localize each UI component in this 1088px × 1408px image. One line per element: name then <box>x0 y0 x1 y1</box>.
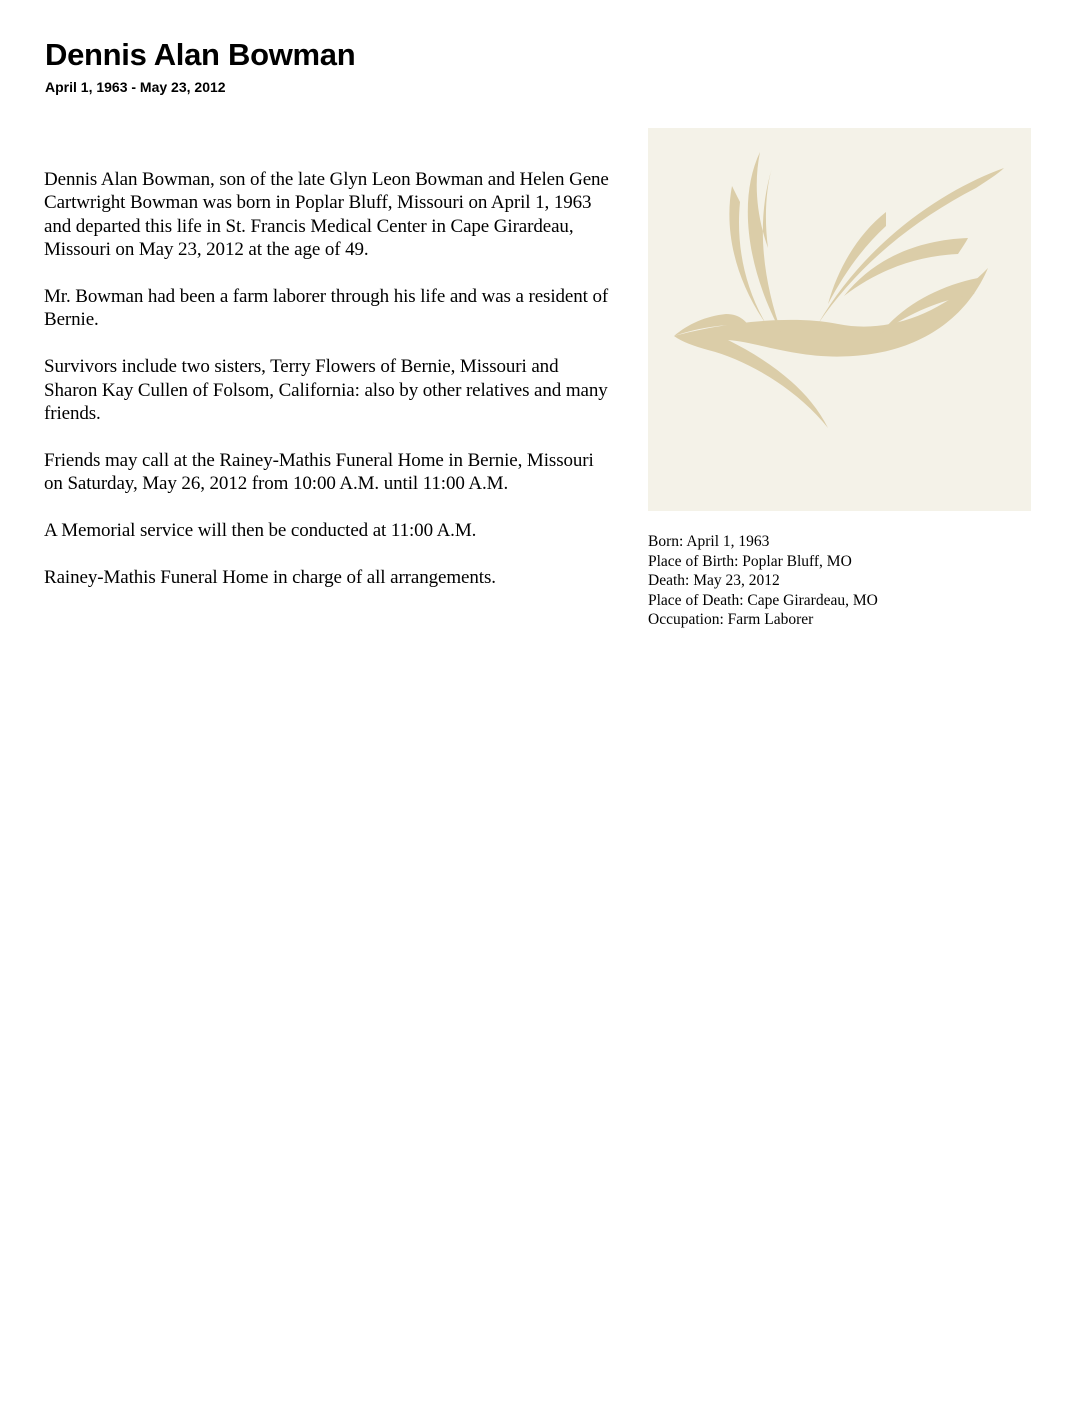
obituary-paragraph: Rainey-Mathis Funeral Home in charge of all arrangements. <box>44 566 496 588</box>
obituary-paragraph: Friends may call at the Rainey-Mathis Funeral Home in Bernie, Missouri on Saturday, May 26, 2012 from 10:00 A.M. until 11:00 A.M. <box>44 449 594 495</box>
date-range: April 1, 1963 - May 23, 2012 <box>45 79 226 95</box>
obituary-paragraph: Dennis Alan Bowman, son of the late Glyn Leon Bowman and Helen Gene Cartwright Bowman was born in Poplar Bluff, Missouri on April 1, 1963 and departed this life in St. Francis Medical Center in Cape Girardeau, Missouri on May 23, 2012 at the age of 49. <box>44 169 609 261</box>
obituary-body <box>44 168 614 613</box>
obituary-photo <box>648 128 1031 511</box>
dove-icon <box>648 128 1031 511</box>
obituary-paragraph: A Memorial service will then be conducted at 11:00 A.M. <box>44 520 477 542</box>
fact-place-of-death: Place of Death: Cape Girardeau, MO <box>648 591 878 609</box>
fact-born: Born: April 1, 1963 <box>648 533 770 550</box>
obituary-paragraph: Mr. Bowman had been a farm laborer through his life and was a resident of Bernie. <box>44 286 609 331</box>
fact-death: Death: May 23, 2012 <box>648 572 780 590</box>
fact-occupation: Occupation: Farm Laborer <box>648 611 814 629</box>
obituary-paragraph: Survivors include two sisters, Terry Flowers of Bernie, Missouri and Sharon Kay Cullen of Folsom, California: also by other relatives and many friends. <box>44 356 608 425</box>
fact-place-of-birth: Place of Birth: Poplar Bluff, MO <box>648 552 852 570</box>
obituary-facts <box>648 532 1048 630</box>
page-title: Dennis Alan Bowman <box>45 37 356 72</box>
